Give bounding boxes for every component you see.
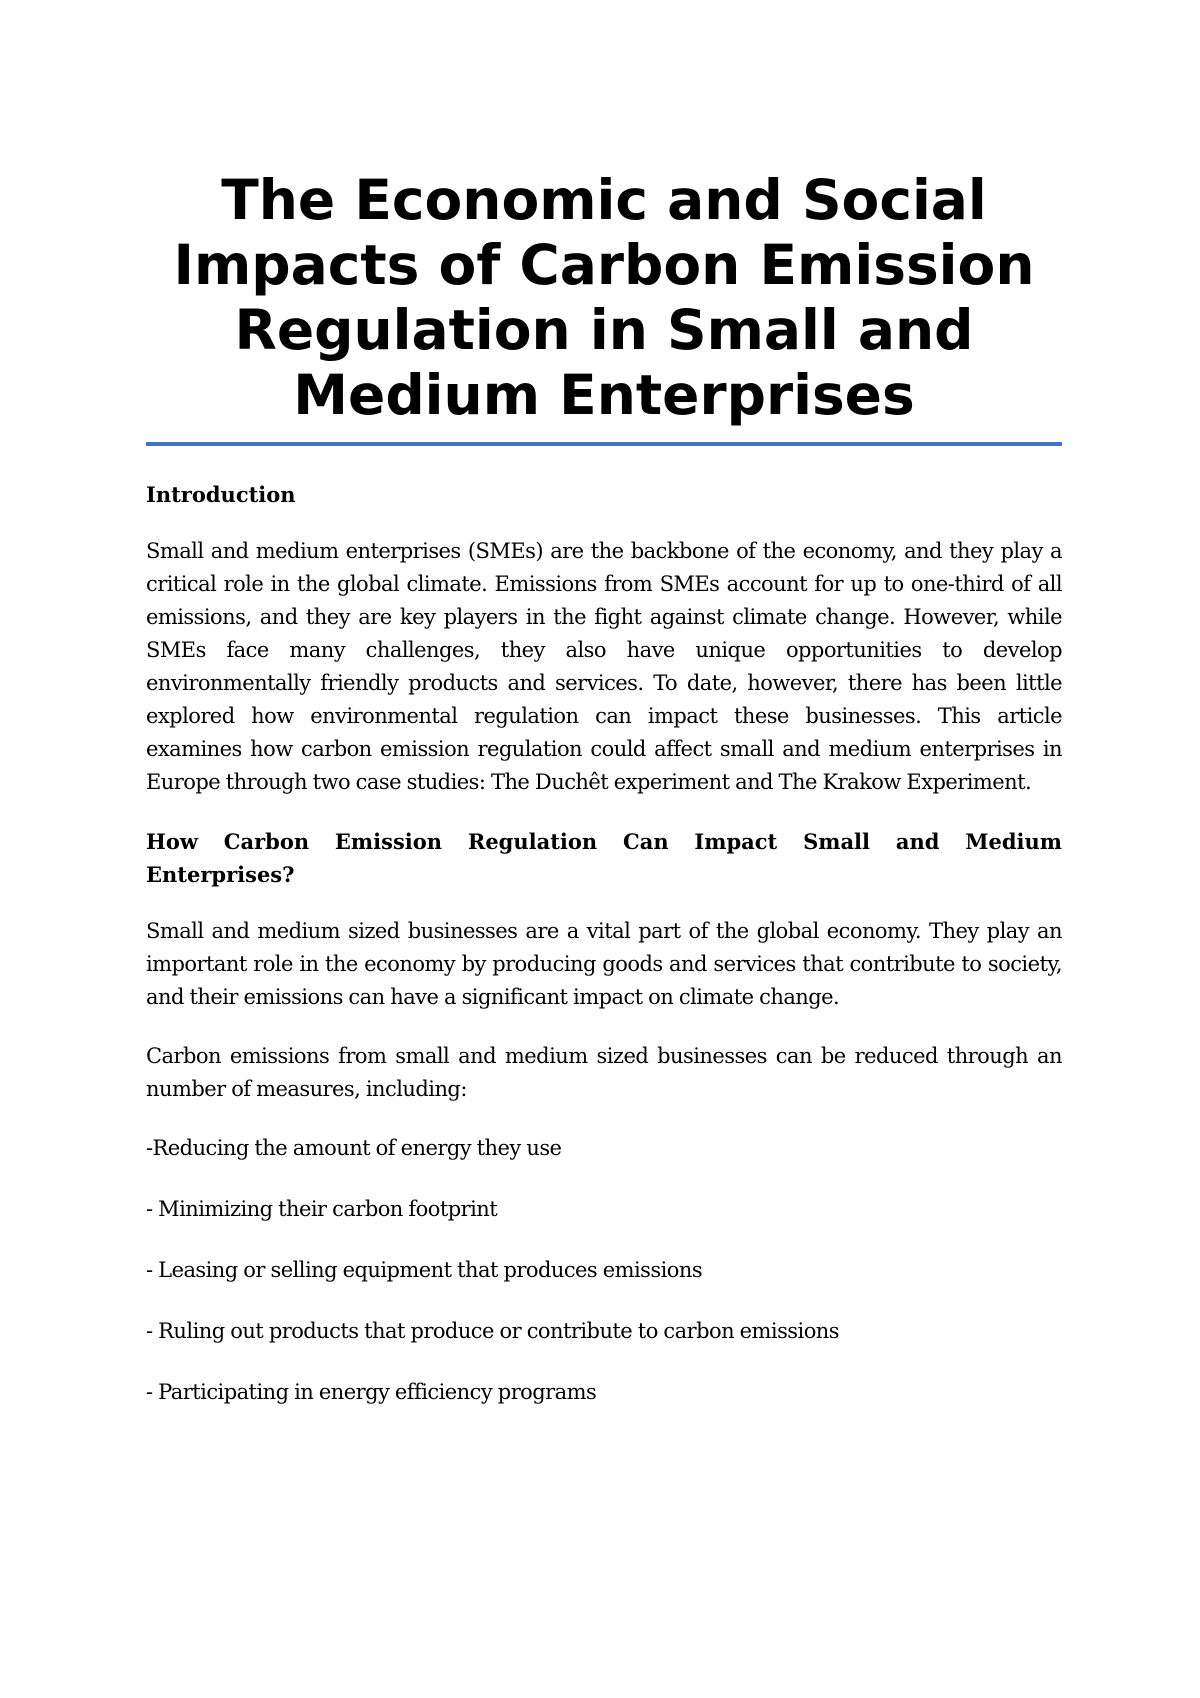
introduction-heading: Introduction <box>146 482 296 507</box>
list-item: - Leasing or selling equipment that produces emissions <box>146 1258 703 1282</box>
introduction-paragraph: Small and medium enterprises (SMEs) are the backbone of the economy, and they play a critical role in the global climate. Emissions from SMEs account for up to one-third of all emissions, and they are key players in the fight against climate change. However, while SMEs face many challenges, they also have unique opportunities to develop environmentally friendly products and services. To date, however, there has been little explored how environmental regulation can impact these businesses. This article examines how carbon emission regulation could affect small and medium enterprises in Europe through two case studies: The Duchêt experiment and The Krakow Experiment. <box>146 539 1062 794</box>
impact-paragraph-2: Carbon emissions from small and medium sized businesses can be reduced through an number of measures, including: <box>146 1044 1062 1101</box>
introduction-section <box>146 478 1062 799</box>
impact-heading: How Carbon Emission Regulation Can Impact Small and Medium Enterprises? <box>146 829 1062 887</box>
measures-list <box>146 1132 1062 1409</box>
list-item: - Minimizing their carbon footprint <box>146 1197 498 1221</box>
document-page <box>146 168 1062 1437</box>
list-item: -Reducing the amount of energy they use <box>146 1136 562 1160</box>
impact-paragraph-1: Small and medium sized businesses are a vital part of the global economy. They play an important role in the economy by producing goods and services that contribute to society, and their emissions can have a significant impact on climate change. <box>146 919 1062 1009</box>
list-item: - Ruling out products that produce or contribute to carbon emissions <box>146 1319 839 1343</box>
list-item: - Participating in energy efficiency programs <box>146 1380 597 1404</box>
title-underline-divider <box>146 442 1062 446</box>
impact-section <box>146 825 1062 1409</box>
document-title: The Economic and Social Impacts of Carbon Emission Regulation in Small and Medium Enterprises <box>173 168 1035 427</box>
